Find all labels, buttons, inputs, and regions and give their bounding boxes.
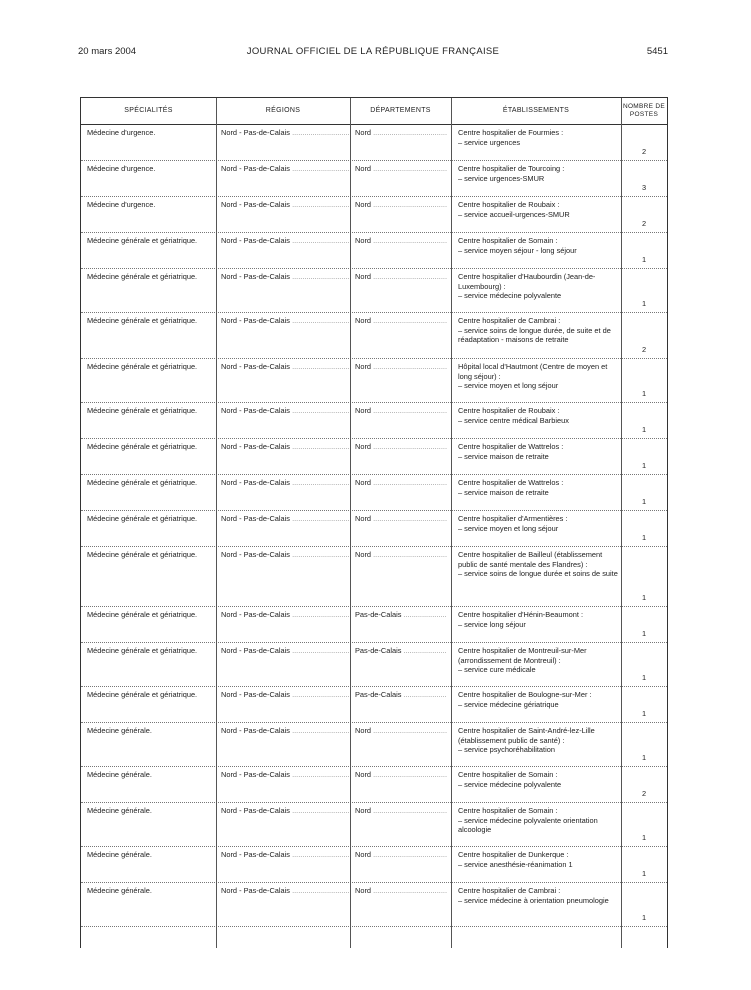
cell-departement: Nord .....	[355, 362, 447, 372]
nombre-postes: 1	[641, 708, 647, 718]
cell-departement: Nord .....	[355, 442, 447, 452]
page-number: 5451	[646, 46, 668, 57]
etablissement-service: – service maison de retraite	[458, 487, 549, 497]
nombre-postes: 1	[641, 628, 647, 638]
cell-nombre	[621, 268, 667, 312]
cell-region: Nord - Pas-de-Calais .....	[221, 770, 349, 780]
nombre-postes: 3	[641, 182, 647, 192]
cell-departement: Nord .....	[355, 406, 447, 416]
cell-specialite: Médecine générale et gériatrique.	[87, 406, 198, 415]
cell-departement: Pas-de-Calais .....	[355, 646, 447, 656]
cell-region: Nord - Pas-de-Calais .....	[221, 726, 349, 736]
nombre-postes: 1	[641, 460, 647, 470]
cell-specialite: Médecine générale et gériatrique.	[87, 362, 198, 371]
cell-region: Nord - Pas-de-Calais .....	[221, 610, 349, 620]
nombre-postes: 1	[641, 752, 647, 762]
etablissement-name: Hôpital local d'Hautmont (Centre de moyen et long séjour) :	[458, 362, 608, 381]
nombre-postes: 2	[641, 788, 647, 798]
etablissement-name: Centre hospitalier d'Hénin-Beaumont :	[458, 610, 584, 619]
cell-region: Nord - Pas-de-Calais .....	[221, 442, 349, 452]
cell-departement: Nord .....	[355, 316, 447, 326]
cell-nombre	[621, 160, 667, 196]
etablissement-name: Centre hospitalier de Somain :	[458, 236, 558, 245]
cell-etablissement	[458, 316, 620, 345]
nombre-postes: 1	[641, 298, 647, 308]
cell-region: Nord - Pas-de-Calais .....	[221, 236, 349, 246]
cell-specialite: Médecine d'urgence.	[87, 200, 156, 209]
etablissement-service: – service maison de retraite	[458, 451, 549, 461]
etablissement-service: – service moyen séjour - long séjour	[458, 245, 577, 255]
col-divider	[216, 98, 217, 948]
etablissement-service: – service moyen et long séjour	[458, 523, 559, 533]
cell-region: Nord - Pas-de-Calais .....	[221, 806, 349, 816]
nombre-postes: 1	[641, 868, 647, 878]
cell-region: Nord - Pas-de-Calais .....	[221, 514, 349, 524]
cell-departement: Nord .....	[355, 550, 447, 560]
cell-etablissement	[458, 646, 620, 675]
col-divider	[350, 98, 351, 948]
cell-etablissement	[458, 236, 620, 255]
cell-departement: Nord .....	[355, 770, 447, 780]
cell-etablissement	[458, 726, 620, 755]
col-header-specialites: SPÉCIALITÉS	[124, 107, 173, 114]
cell-departement: Nord .....	[355, 164, 447, 174]
cell-specialite: Médecine générale et gériatrique.	[87, 646, 198, 655]
table-row	[81, 160, 667, 197]
cell-specialite: Médecine générale.	[87, 770, 152, 779]
etablissement-name: Centre hospitalier de Wattrelos :	[458, 442, 564, 451]
cell-specialite: Médecine d'urgence.	[87, 128, 156, 137]
table-row	[81, 510, 667, 547]
cell-departement: Pas-de-Calais .....	[355, 610, 447, 620]
cell-specialite: Médecine générale et gériatrique.	[87, 610, 198, 619]
cell-region: Nord - Pas-de-Calais .....	[221, 362, 349, 372]
cell-nombre	[621, 546, 667, 606]
etablissement-name: Centre hospitalier de Boulogne-sur-Mer :	[458, 690, 592, 699]
etablissement-name: Centre hospitalier de Cambrai :	[458, 886, 561, 895]
cell-region: Nord - Pas-de-Calais .....	[221, 850, 349, 860]
cell-nombre	[621, 846, 667, 882]
cell-specialite: Médecine générale et gériatrique.	[87, 550, 198, 559]
etablissement-name: Centre hospitalier d'Armentières :	[458, 514, 568, 523]
cell-region: Nord - Pas-de-Calais .....	[221, 886, 349, 896]
etablissement-service: – service médecine gériatrique	[458, 699, 559, 709]
etablissement-service: – service centre médical Barbieux	[458, 415, 569, 425]
cell-etablissement	[458, 514, 620, 533]
cell-departement: Nord .....	[355, 236, 447, 246]
cell-etablissement	[458, 610, 620, 629]
cell-departement: Nord .....	[355, 514, 447, 524]
cell-specialite: Médecine générale et gériatrique.	[87, 442, 198, 451]
cell-specialite: Médecine générale et gériatrique.	[87, 478, 198, 487]
table-row	[81, 802, 667, 847]
cell-nombre	[621, 882, 667, 926]
nombre-postes: 1	[641, 254, 647, 264]
cell-region: Nord - Pas-de-Calais .....	[221, 646, 349, 656]
etablissement-name: Centre hospitalier de Dunkerque :	[458, 850, 569, 859]
table-row	[81, 546, 667, 607]
table-row	[81, 196, 667, 233]
cell-etablissement	[458, 690, 620, 709]
cell-departement: Nord .....	[355, 272, 447, 282]
cell-etablissement	[458, 550, 620, 579]
cell-nombre	[621, 402, 667, 438]
etablissement-service: – service moyen et long séjour	[458, 381, 559, 390]
cell-nombre	[621, 686, 667, 722]
table-row	[81, 474, 667, 511]
nombre-postes: 2	[641, 344, 647, 354]
cell-etablissement	[458, 770, 620, 789]
table-row	[81, 722, 667, 767]
etablissement-name: Centre hospitalier de Montreuil-sur-Mer (arrondissement de Montreuil) :	[458, 646, 587, 665]
table-row	[81, 606, 667, 643]
nombre-postes: 1	[641, 532, 647, 542]
nombre-postes: 1	[641, 912, 647, 922]
cell-etablissement	[458, 200, 620, 219]
cell-departement: Pas-de-Calais .....	[355, 690, 447, 700]
etablissement-service: – service long séjour	[458, 619, 526, 629]
cell-etablissement	[458, 272, 620, 301]
cell-etablissement	[458, 406, 620, 425]
cell-region: Nord - Pas-de-Calais .....	[221, 690, 349, 700]
table-row	[81, 268, 667, 313]
etablissement-name: Centre hospitalier de Fourmies :	[458, 128, 564, 137]
cell-nombre	[621, 124, 667, 160]
etablissement-service: – service soins de longue durée et soins de suite	[458, 569, 618, 578]
cell-specialite: Médecine générale.	[87, 726, 152, 735]
nombre-postes: 1	[641, 832, 647, 842]
etablissement-name: Centre hospitalier de Somain :	[458, 770, 558, 779]
etablissement-service: – service accueil-urgences-SMUR	[458, 209, 570, 219]
cell-nombre	[621, 438, 667, 474]
cell-departement: Nord .....	[355, 478, 447, 488]
table-row	[81, 642, 667, 687]
nombre-postes: 1	[641, 496, 647, 506]
journal-title: JOURNAL OFFICIEL DE LA RÉPUBLIQUE FRANÇAISE	[246, 46, 500, 57]
postes-table	[80, 97, 668, 948]
cell-departement: Nord .....	[355, 806, 447, 816]
cell-nombre	[621, 766, 667, 802]
nombre-postes: 1	[641, 424, 647, 434]
cell-etablissement	[458, 806, 620, 835]
nombre-postes: 2	[641, 218, 647, 228]
cell-region: Nord - Pas-de-Calais .....	[221, 550, 349, 560]
cell-specialite: Médecine générale et gériatrique.	[87, 690, 198, 699]
table-row	[81, 846, 667, 883]
etablissement-name: Centre hospitalier de Roubaix :	[458, 406, 560, 415]
table-row	[81, 766, 667, 803]
cell-etablissement	[458, 164, 620, 183]
cell-specialite: Médecine générale.	[87, 886, 152, 895]
cell-region: Nord - Pas-de-Calais .....	[221, 200, 349, 210]
etablissement-service: – service urgences	[458, 137, 521, 147]
cell-region: Nord - Pas-de-Calais .....	[221, 272, 349, 282]
page-header	[78, 46, 668, 60]
etablissement-name: Centre hospitalier de Tourcoing :	[458, 164, 565, 173]
cell-specialite: Médecine d'urgence.	[87, 164, 156, 173]
cell-nombre	[621, 232, 667, 268]
etablissement-name: Centre hospitalier de Somain :	[458, 806, 558, 815]
table-row	[81, 358, 667, 403]
cell-nombre	[621, 312, 667, 358]
etablissement-name: Centre hospitalier d'Haubourdin (Jean-de-Luxembourg) :	[458, 272, 596, 291]
etablissement-name: Centre hospitalier de Bailleul (établissement public de santé mentale des Flandres) :	[458, 550, 603, 569]
cell-region: Nord - Pas-de-Calais .....	[221, 316, 349, 326]
etablissement-service: – service cure médicale	[458, 665, 536, 674]
publication-date: 20 mars 2004	[78, 46, 137, 57]
cell-nombre	[621, 358, 667, 402]
table-row	[81, 438, 667, 475]
cell-departement: Nord .....	[355, 128, 447, 138]
etablissement-name: Centre hospitalier de Cambrai :	[458, 316, 561, 325]
cell-departement: Nord .....	[355, 200, 447, 210]
etablissement-service: – service médecine polyvalente	[458, 291, 562, 300]
col-header-nombre: NOMBRE DE POSTES	[622, 103, 666, 118]
cell-nombre	[621, 722, 667, 766]
cell-nombre	[621, 606, 667, 642]
table-row	[81, 124, 667, 161]
cell-etablissement	[458, 850, 620, 869]
table-row	[81, 232, 667, 269]
cell-departement: Nord .....	[355, 726, 447, 736]
cell-nombre	[621, 510, 667, 546]
cell-region: Nord - Pas-de-Calais .....	[221, 164, 349, 174]
cell-nombre	[621, 474, 667, 510]
cell-specialite: Médecine générale et gériatrique.	[87, 236, 198, 245]
table-header	[81, 98, 667, 125]
cell-etablissement	[458, 128, 620, 147]
etablissement-service: – service soins de longue durée, de suite et de réadaptation - maisons de retraite	[458, 325, 613, 344]
etablissement-name: Centre hospitalier de Saint-André-lez-Lille (établissement public de santé) :	[458, 726, 595, 745]
cell-region: Nord - Pas-de-Calais .....	[221, 128, 349, 138]
nombre-postes: 2	[641, 146, 647, 156]
cell-etablissement	[458, 362, 620, 391]
cell-etablissement	[458, 478, 620, 497]
table-row	[81, 402, 667, 439]
cell-specialite: Médecine générale et gériatrique.	[87, 316, 198, 325]
etablissement-service: – service médecine polyvalente	[458, 779, 562, 789]
cell-region: Nord - Pas-de-Calais .....	[221, 478, 349, 488]
nombre-postes: 1	[641, 388, 647, 398]
cell-etablissement	[458, 886, 620, 905]
etablissement-service: – service urgences-SMUR	[458, 173, 545, 183]
etablissement-service: – service médecine polyvalente orientation alcoologie	[458, 815, 600, 834]
etablissement-service: – service anesthésie-réanimation 1	[458, 859, 573, 869]
cell-specialite: Médecine générale.	[87, 806, 152, 815]
cell-nombre	[621, 196, 667, 232]
etablissement-name: Centre hospitalier de Wattrelos :	[458, 478, 564, 487]
col-divider	[621, 98, 622, 948]
cell-specialite: Médecine générale et gériatrique.	[87, 514, 198, 523]
cell-nombre	[621, 642, 667, 686]
cell-specialite: Médecine générale.	[87, 850, 152, 859]
table-row	[81, 312, 667, 359]
nombre-postes: 1	[641, 592, 647, 602]
cell-nombre	[621, 802, 667, 846]
etablissement-service: – service médecine à orientation pneumologie	[458, 895, 609, 905]
table-row	[81, 686, 667, 723]
cell-specialite: Médecine générale et gériatrique.	[87, 272, 198, 281]
cell-departement: Nord .....	[355, 850, 447, 860]
table-row	[81, 882, 667, 927]
nombre-postes: 1	[641, 672, 647, 682]
cell-etablissement	[458, 442, 620, 461]
cell-departement: Nord .....	[355, 886, 447, 896]
etablissement-service: – service psychoréhabilitation	[458, 745, 555, 754]
col-header-departements: DÉPARTEMENTS	[370, 107, 431, 114]
col-header-regions: RÉGIONS	[265, 107, 301, 114]
etablissement-name: Centre hospitalier de Roubaix :	[458, 200, 560, 209]
col-header-etablissements: ÉTABLISSEMENTS	[502, 107, 570, 114]
col-divider	[451, 98, 452, 948]
cell-region: Nord - Pas-de-Calais .....	[221, 406, 349, 416]
